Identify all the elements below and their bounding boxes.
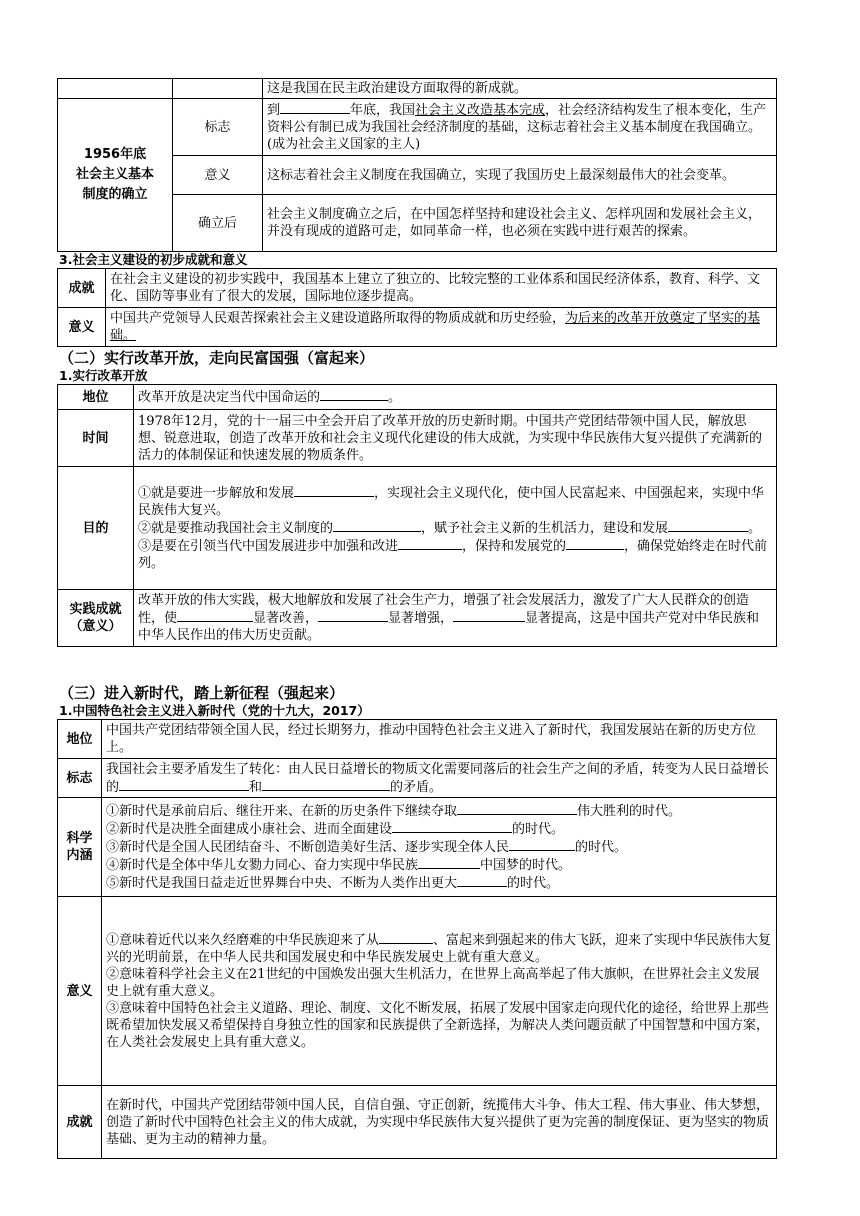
yiyi-text: ①意味着近代以来久经磨难的中华民族迎来了从 、富起来到强起来的伟大飞跃，迎来了实现中华民族伟大复兴的光明前景，在中华人民共和国发展史和中华民族发展史上就有重大意义。 ②意味着科学社会主义在21世纪的中国焕发出强大生机活力，在世界上高高举起了伟大旗帜，在世界社会主义发展史上就有重大意义。 ③意味着中国特色社会主义道路、理论、制度、文化不断发展，拓展了发展中国家走向现代化的途径，给世界上那些既希望加快发展又希望保持自身独立性的国家和民族提供了全新选择，为解决人类问题贡献了中国智慧和中国方案，在人类社会发展史上具有重大意义。 [102,897,777,1086]
heading-reform: 1.实行改革开放 [59,368,148,383]
table-reform-opening [57,384,777,647]
table-row [58,99,777,156]
table-row [58,269,777,308]
label-diwei: 地位 [58,720,102,759]
table-row [58,1086,777,1159]
label-yiyi: 意义 [58,897,102,1086]
table-row [58,385,777,410]
chengjiu-text: 在社会主义建设的初步实践中，我国基本上建立了独立的、比较完整的工业体系和国民经济体系，教育、科学、文化、国防等事业有了很大的发展，国际地位逐步提高。 [106,269,777,308]
yiyi-text: 中国共产党领导人民艰苦探索社会主义建设道路所取得的物质成就和历史经验，为后来的改革开放奠定了坚实的基础。 [106,308,777,347]
fill-blank[interactable] [379,931,433,944]
fill-blank[interactable] [294,484,374,497]
quelihou-text: 社会主义制度确立之后，在中国怎样坚持和建设社会主义、怎样巩固和发展社会主义，并没有现成的道路可走，如同革命一样，也必须在实践中进行艰苦的探索。 [263,195,777,252]
fill-blank[interactable] [509,838,575,851]
yiyi-text: 这标志着社会主义制度在我国确立，实现了我国历史上最深刻最伟大的社会变革。 [263,156,777,195]
table-row [58,720,777,759]
label-shijian-chengjiu: 实践成就 （意义） [58,590,134,647]
section-reform-opening: （二）实行改革开放，走向民富国强（富起来） [59,349,375,367]
label-mudi: 目的 [58,467,134,590]
label-kexue-neihan: 科学 内涵 [58,798,102,897]
table-row [58,79,777,99]
fill-blank[interactable] [418,856,480,869]
label-shijian: 时间 [58,410,134,467]
table-row [58,897,777,1086]
diwei-text: 改革开放是决定当代中国命运的 。 [134,385,777,410]
table-new-era [57,719,777,1159]
table-row [58,798,777,897]
fill-blank[interactable] [280,101,350,114]
group-label-1956: 1956年底 社会主义基本 制度的确立 [58,99,173,252]
section-new-era: （三）进入新时代，踏上新征程（强起来） [59,684,345,702]
fill-blank[interactable] [457,874,507,887]
label-yiyi: 意义 [58,308,106,347]
label-diwei: 地位 [58,385,134,410]
label-quelihou: 确立后 [173,195,263,252]
fill-blank[interactable] [119,778,249,791]
biaozhi-text: 我国社会主要矛盾发生了转化：由人民日益增长的物质文化需要同落后的社会生产之间的矛盾，转变为人民日益增长的 和 的矛盾。 [102,759,777,798]
table-row [58,410,777,467]
fill-blank[interactable] [398,537,462,550]
table-initial-achievements [57,268,777,347]
biaozhi-text: 到 年底，我国社会主义改造基本完成，社会经济结构发生了根本变化，生产资料公有制已成为我国社会经济制度的基础，这标志着社会主义基本制度在我国确立。(成为社会主义国家的主人) [263,99,777,156]
label-biaozhi: 标志 [58,759,102,798]
fill-blank[interactable] [318,609,388,622]
label-yiyi: 意义 [173,156,263,195]
table-socialism-establishment [57,78,777,252]
worksheet-page [57,78,777,1159]
fill-blank[interactable] [320,388,388,401]
table-row [58,308,777,347]
fill-blank[interactable] [392,820,512,833]
heading-initial-achievements: 3.社会主义建设的初步成就和意义 [59,252,248,267]
chengjiu-text: 在新时代，中国共产党团结带领中国人民，自信自强、守正创新，统揽伟大斗争、伟大工程、伟大事业、伟大梦想，创造了新时代中国特色社会主义的伟大成就，为实现中华民族伟大复兴提供了更为完善的制度保证、更为坚实的物质基础、更为主动的精神力量。 [102,1086,777,1159]
heading-new-era: 1.中国特色社会主义进入新时代（党的十九大，2017） [59,703,370,718]
fill-blank[interactable] [333,519,421,532]
fill-blank[interactable] [457,802,577,815]
mudi-text: ①就是要进一步解放和发展 ，实现社会主义现代化，使中国人民富起来、中国强起来，实现中华民族伟大复兴。 ②就是要推动我国社会主义制度的 ，赋予社会主义新的生机活力，建设和发展 。 ③是要在引领当代中国发展进步中加强和改进 ，保持和发展党的 ，确保党始终走在时代前列。 [134,467,777,590]
fill-blank[interactable] [453,609,525,622]
label-chengjiu: 成就 [58,1086,102,1159]
label-chengjiu: 成就 [58,269,106,308]
shijian-text: 1978年12月，党的十一届三中全会开启了改革开放的历史新时期。中国共产党团结带领中国人民，解放思想、锐意进取，创造了改革开放和社会主义现代化建设的伟大成就，为实现中华民族伟大复兴提供了充满新的活力的体制保证和快速发展的物质条件。 [134,410,777,467]
prev-row-text: 这是我国在民主政治建设方面取得的新成就。 [263,79,777,99]
fill-blank[interactable] [177,609,253,622]
fill-blank[interactable] [566,537,624,550]
kexue-neihan-text: ①新时代是承前启后、继往开来、在新的历史条件下继续夺取 伟大胜利的时代。 ②新时代是决胜全面建成小康社会、进而全面建设 的时代。 ③新时代是全国人民团结奋斗、不断创造美好生活、逐步实现全体人民 的时代。 ④新时代是全体中华儿女勠力同心、奋力实现中华民族 中国梦的时代。 ⑤新时代是我国日益走近世界舞台中央、不断为人类作出更大 的时代。 [102,798,777,897]
table-row [58,467,777,590]
diwei-text: 中国共产党团结带领全国人民，经过长期努力，推动中国特色社会主义进入了新时代，我国发展站在新的历史方位上。 [102,720,777,759]
table-row [58,759,777,798]
label-biaozhi: 标志 [173,99,263,156]
fill-blank[interactable] [668,519,748,532]
fill-blank[interactable] [262,778,390,791]
shijian-chengjiu-text: 改革开放的伟大实践，极大地解放和发展了社会生产力，增强了社会发展活力，激发了广大人民群众的创造性，使 显著改善， 显著增强， 显著提高，这是中国共产党对中华民族和中华人民作出的伟大历史贡献。 [134,590,777,647]
table-row [58,590,777,647]
